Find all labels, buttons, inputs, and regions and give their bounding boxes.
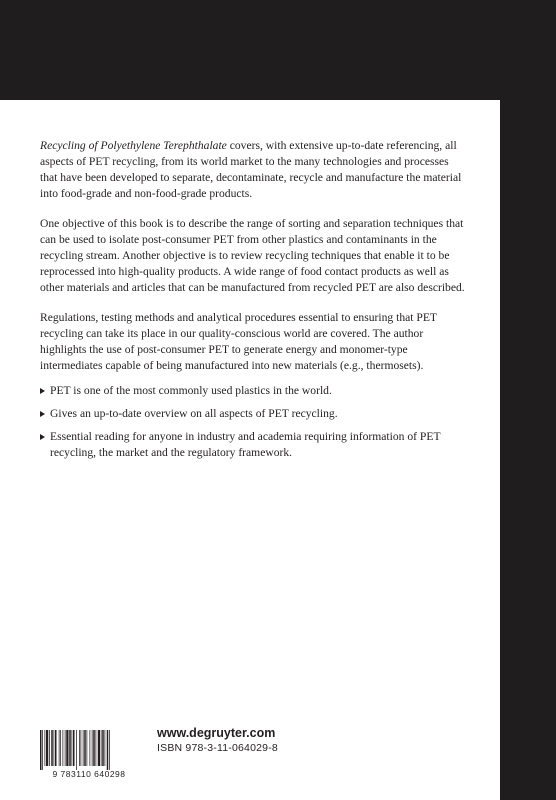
feature-item — [40, 429, 468, 461]
feature-item-text: Gives an up-to-date overview on all aspects of PET recycling. — [50, 407, 338, 420]
barcode-digits: 9 783110 640298 — [52, 769, 126, 779]
feature-item-text: Essential reading for anyone in industry and academia requiring information of PET recycling, the market and the regulatory framework. — [50, 430, 441, 459]
feature-list — [40, 383, 468, 468]
triangle-bullet-icon — [40, 434, 45, 440]
feature-item — [40, 383, 468, 399]
barcode-bars-icon — [39, 730, 139, 770]
feature-item — [40, 406, 468, 422]
right-dark-band — [500, 100, 556, 800]
description-text — [40, 138, 468, 374]
top-dark-band — [0, 0, 556, 100]
publisher-website[interactable]: www.degruyter.com — [157, 726, 276, 740]
book-title: Recycling of Polyethylene Terephthalate — [40, 139, 227, 152]
description-paragraph-1 — [40, 138, 468, 202]
description-paragraph-2: One objective of this book is to describe the range of sorting and separation techniques that can be used to isolate post-consumer PET from other plastics and contaminants in the recycling stream. Another objective is to review recycling techniques that enable it to be reprocessed into high-quality products. A wide range of food contact products as well as other materials and articles that can be manufactured from recycled PET are also described. — [40, 217, 465, 294]
triangle-bullet-icon — [40, 388, 45, 394]
back-cover-panel — [0, 100, 500, 800]
isbn-barcode — [39, 730, 139, 778]
description-paragraph-1-rest: covers, with extensive up-to-date referencing, all aspects of PET recycling, from its world market to the many technologies and processes that have been developed to separate, decontaminate, recycle and manufacture the material into food-grade and non-food-grade products. — [40, 139, 462, 200]
feature-item-text: PET is one of the most commonly used plastics in the world. — [50, 384, 332, 397]
description-paragraph-3: Regulations, testing methods and analytical procedures essential to ensuring that PET recycling can take its place in our quality-conscious world are covered. The author highlights the use of post-consumer PET to generate energy and monomer-type intermediates capable of being manufactured into new materials (e.g., thermosets). — [40, 311, 437, 372]
triangle-bullet-icon — [40, 411, 45, 417]
isbn-number: ISBN 978-3-11-064029-8 — [157, 742, 278, 754]
